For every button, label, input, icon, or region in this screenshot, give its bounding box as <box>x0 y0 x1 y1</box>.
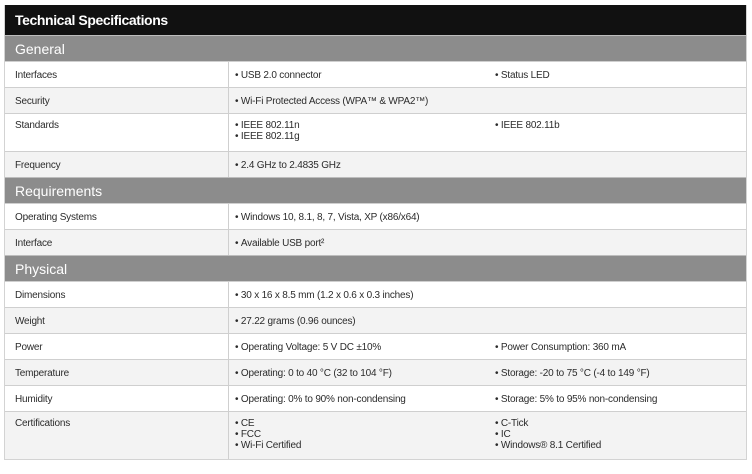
section-requirements <box>5 203 746 255</box>
spec-row-power <box>5 333 746 359</box>
spec-value-column <box>489 418 746 459</box>
spec-value: • Operating: 0% to 90% non-condensing <box>235 394 489 405</box>
spec-label: Certifications <box>15 418 70 429</box>
section-header-physical: Physical <box>5 255 746 281</box>
spec-label: Frequency <box>15 160 61 171</box>
spec-value-column <box>489 290 746 307</box>
spec-value: • Wi-Fi Protected Access (WPA™ & WPA2™) <box>235 96 489 107</box>
spec-label: Power <box>15 342 43 353</box>
spec-row-interface <box>5 229 746 255</box>
spec-row-temperature <box>5 359 746 385</box>
spec-value-column <box>229 70 489 87</box>
spec-row-operating-systems <box>5 203 746 229</box>
spec-value-column <box>229 212 489 229</box>
spec-value-column <box>229 368 489 385</box>
spec-value-column <box>489 394 746 411</box>
spec-value: • C-Tick <box>495 418 746 429</box>
spec-label: Security <box>15 96 50 107</box>
spec-row-interfaces <box>5 61 746 87</box>
spec-row-security <box>5 87 746 113</box>
spec-value-column <box>489 368 746 385</box>
spec-value-column <box>229 238 489 255</box>
spec-label: Dimensions <box>15 290 66 301</box>
spec-label: Temperature <box>15 368 69 379</box>
spec-row-standards <box>5 113 746 151</box>
spec-label: Humidity <box>15 394 53 405</box>
spec-value: • USB 2.0 connector <box>235 70 489 81</box>
section-header-general: General <box>5 35 746 61</box>
spec-value: • Windows® 8.1 Certified <box>495 440 746 451</box>
spec-value-column <box>229 96 489 113</box>
spec-row-humidity <box>5 385 746 411</box>
spec-value: • IEEE 802.11b <box>495 120 746 131</box>
spec-value-column <box>489 238 746 255</box>
spec-value: • CE <box>235 418 489 429</box>
spec-label: Standards <box>15 120 59 131</box>
spec-row-certifications <box>5 411 746 459</box>
spec-label: Interface <box>15 238 53 249</box>
spec-value: • 2.4 GHz to 2.4835 GHz <box>235 160 489 171</box>
spec-title: Technical Specifications <box>5 5 746 35</box>
spec-value-column <box>489 70 746 87</box>
spec-label: Operating Systems <box>15 212 97 223</box>
spec-value: • Available USB port² <box>235 238 489 249</box>
section-header-requirements: Requirements <box>5 177 746 203</box>
spec-label: Interfaces <box>15 70 57 81</box>
spec-value-column <box>229 418 489 459</box>
spec-value: • Power Consumption: 360 mA <box>495 342 746 353</box>
spec-row-dimensions <box>5 281 746 307</box>
spec-value-column <box>489 212 746 229</box>
spec-value: • FCC <box>235 429 489 440</box>
spec-value: • Wi-Fi Certified <box>235 440 489 451</box>
spec-value: • Windows 10, 8.1, 8, 7, Vista, XP (x86/x64) <box>235 212 489 223</box>
spec-value-column <box>489 160 746 177</box>
spec-label: Weight <box>15 316 45 327</box>
spec-table <box>4 5 747 460</box>
spec-value-column <box>229 342 489 359</box>
spec-value-column <box>489 342 746 359</box>
spec-value-column <box>229 290 489 307</box>
spec-value: • Operating Voltage: 5 V DC ±10% <box>235 342 489 353</box>
spec-value: • IEEE 802.11g <box>235 131 489 142</box>
spec-value: • Storage: 5% to 95% non-condensing <box>495 394 746 405</box>
spec-value: • Storage: -20 to 75 °C (-4 to 149 °F) <box>495 368 746 379</box>
spec-value: • Operating: 0 to 40 °C (32 to 104 °F) <box>235 368 489 379</box>
spec-value-column <box>229 160 489 177</box>
spec-value: • Status LED <box>495 70 746 81</box>
section-physical <box>5 281 746 459</box>
spec-row-weight <box>5 307 746 333</box>
spec-value: • 30 x 16 x 8.5 mm (1.2 x 0.6 x 0.3 inches) <box>235 290 489 301</box>
section-general <box>5 61 746 177</box>
spec-value-column <box>229 394 489 411</box>
spec-value-column <box>229 316 489 333</box>
spec-value-column <box>489 96 746 113</box>
spec-value-column <box>229 120 489 151</box>
spec-value-column <box>489 120 746 151</box>
spec-value-column <box>489 316 746 333</box>
spec-value: • 27.22 grams (0.96 ounces) <box>235 316 489 327</box>
spec-value: • IEEE 802.11n <box>235 120 489 131</box>
spec-row-frequency <box>5 151 746 177</box>
spec-value: • IC <box>495 429 746 440</box>
